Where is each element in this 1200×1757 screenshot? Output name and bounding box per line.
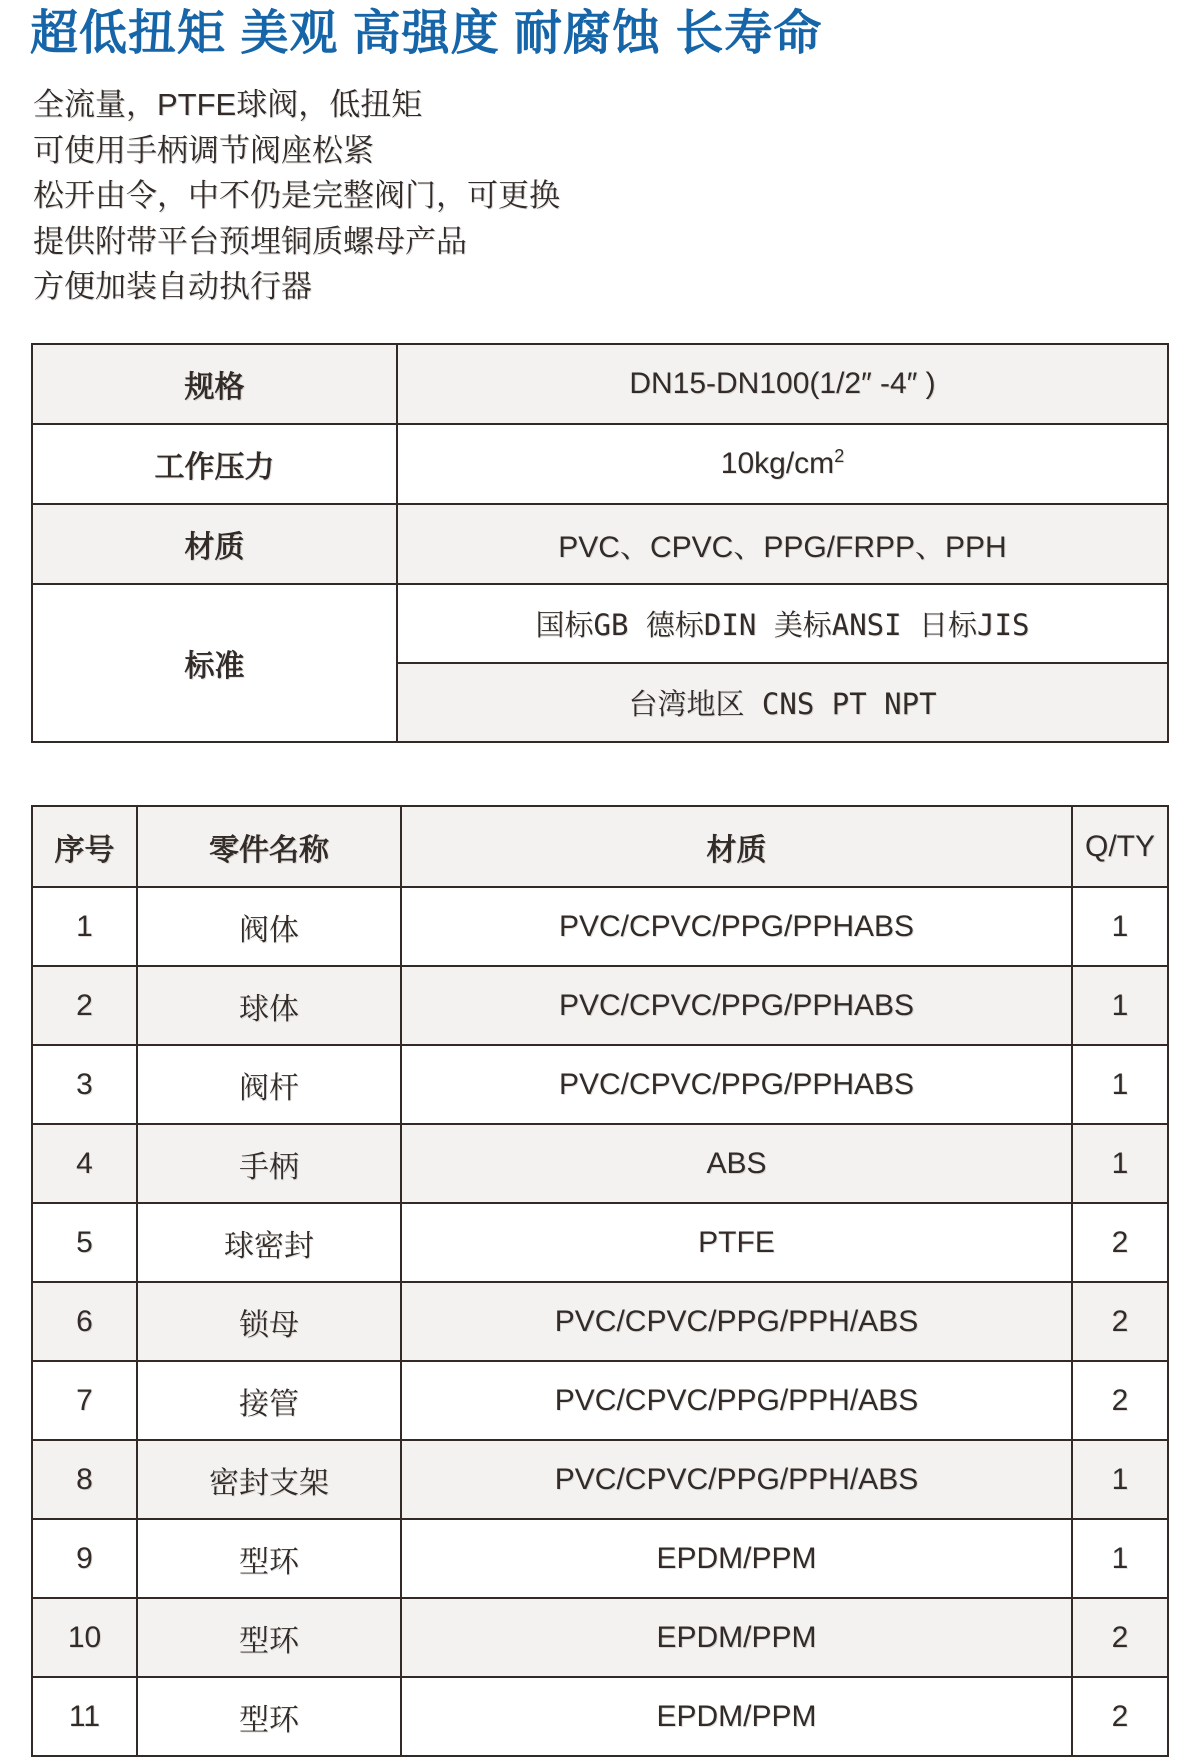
parts-header-row [32, 806, 1168, 887]
table-row [32, 1677, 1168, 1756]
part-index: 3 [32, 1045, 137, 1124]
table-row [32, 1124, 1168, 1203]
table-row [32, 966, 1168, 1045]
part-index: 1 [32, 887, 137, 966]
spec-row-size [32, 344, 1168, 424]
part-index: 5 [32, 1203, 137, 1282]
feature-line: 可使用手柄调节阀座松紧 [33, 132, 374, 168]
part-index: 8 [32, 1440, 137, 1519]
spec-value: PVC、CPVC、PPG/FRPP、PPH [397, 504, 1168, 584]
table-row [32, 1440, 1168, 1519]
part-qty: 1 [1072, 887, 1168, 966]
part-name: 球密封 [137, 1203, 401, 1282]
spec-row-material [32, 504, 1168, 584]
table-row [32, 1203, 1168, 1282]
feature-line: 全流量，PTFE球阀，低扭矩 [33, 87, 423, 122]
part-name: 手柄 [137, 1124, 401, 1203]
col-header-index: 序号 [32, 806, 137, 887]
part-qty: 2 [1072, 1203, 1168, 1282]
part-qty: 2 [1072, 1677, 1168, 1756]
part-name: 型环 [137, 1519, 401, 1598]
part-qty: 1 [1072, 966, 1168, 1045]
spec-label: 标准 [32, 584, 397, 742]
pressure-value: 10kg/cm [720, 447, 835, 480]
part-index: 6 [32, 1282, 137, 1361]
spec-label: 规格 [32, 344, 397, 424]
part-index: 2 [32, 966, 137, 1045]
part-name: 阀体 [137, 887, 401, 966]
part-qty: 2 [1072, 1598, 1168, 1677]
part-qty: 1 [1072, 1124, 1168, 1203]
col-header-qty: Q/TY [1072, 806, 1168, 887]
table-row [32, 1045, 1168, 1124]
col-header-material: 材质 [401, 806, 1072, 887]
part-material: PTFE [401, 1203, 1072, 1282]
spec-value [397, 424, 1168, 504]
spec-value: DN15-DN100(1/2″ -4″ ) [397, 344, 1168, 424]
part-qty: 1 [1072, 1045, 1168, 1124]
part-name: 密封支架 [137, 1440, 401, 1519]
part-name: 锁母 [137, 1282, 401, 1361]
spec-table [31, 343, 1169, 743]
spec-row-pressure [32, 424, 1168, 504]
part-material: EPDM/PPM [401, 1677, 1072, 1756]
spec-value: 国标GB 德标DIN 美标ANSI 日标JIS [397, 584, 1168, 663]
part-material: PVC/CPVC/PPG/PPHABS [401, 887, 1072, 966]
feature-list [33, 82, 560, 310]
part-qty: 1 [1072, 1440, 1168, 1519]
part-qty: 1 [1072, 1519, 1168, 1598]
spec-label: 工作压力 [32, 424, 397, 504]
col-header-part-name: 零件名称 [137, 806, 401, 887]
table-row [32, 1361, 1168, 1440]
spec-row-standard-1 [32, 584, 1168, 663]
part-index: 4 [32, 1124, 137, 1203]
part-qty: 2 [1072, 1282, 1168, 1361]
feature-line: 提供附带平台预埋铜质螺母产品 [33, 223, 467, 259]
feature-line: 松开由令，中不仍是完整阀门，可更换 [33, 178, 560, 213]
parts-table [31, 805, 1169, 1757]
part-qty: 2 [1072, 1361, 1168, 1440]
part-material: PVC/CPVC/PPG/PPH/ABS [401, 1282, 1072, 1361]
part-material: PVC/CPVC/PPG/PPH/ABS [401, 1440, 1072, 1519]
feature-line: 方便加装自动执行器 [33, 269, 312, 304]
part-index: 11 [32, 1677, 137, 1756]
spec-value: 台湾地区 CNS PT NPT [397, 663, 1168, 742]
table-row [32, 1519, 1168, 1598]
part-index: 7 [32, 1361, 137, 1440]
page-title: 超低扭矩 美观 高强度 耐腐蚀 长寿命 [30, 7, 823, 60]
part-name: 阀杆 [137, 1045, 401, 1124]
part-material: EPDM/PPM [401, 1519, 1072, 1598]
part-name: 型环 [137, 1677, 401, 1756]
part-material: PVC/CPVC/PPG/PPHABS [401, 966, 1072, 1045]
table-row [32, 1282, 1168, 1361]
part-name: 接管 [137, 1361, 401, 1440]
part-material: ABS [401, 1124, 1072, 1203]
part-material: EPDM/PPM [401, 1598, 1072, 1677]
spec-label: 材质 [32, 504, 397, 584]
pressure-exponent: 2 [834, 446, 845, 466]
part-material: PVC/CPVC/PPG/PPH/ABS [401, 1361, 1072, 1440]
table-row [32, 887, 1168, 966]
part-name: 球体 [137, 966, 401, 1045]
part-name: 型环 [137, 1598, 401, 1677]
part-material: PVC/CPVC/PPG/PPHABS [401, 1045, 1072, 1124]
part-index: 10 [32, 1598, 137, 1677]
table-row [32, 1598, 1168, 1677]
part-index: 9 [32, 1519, 137, 1598]
